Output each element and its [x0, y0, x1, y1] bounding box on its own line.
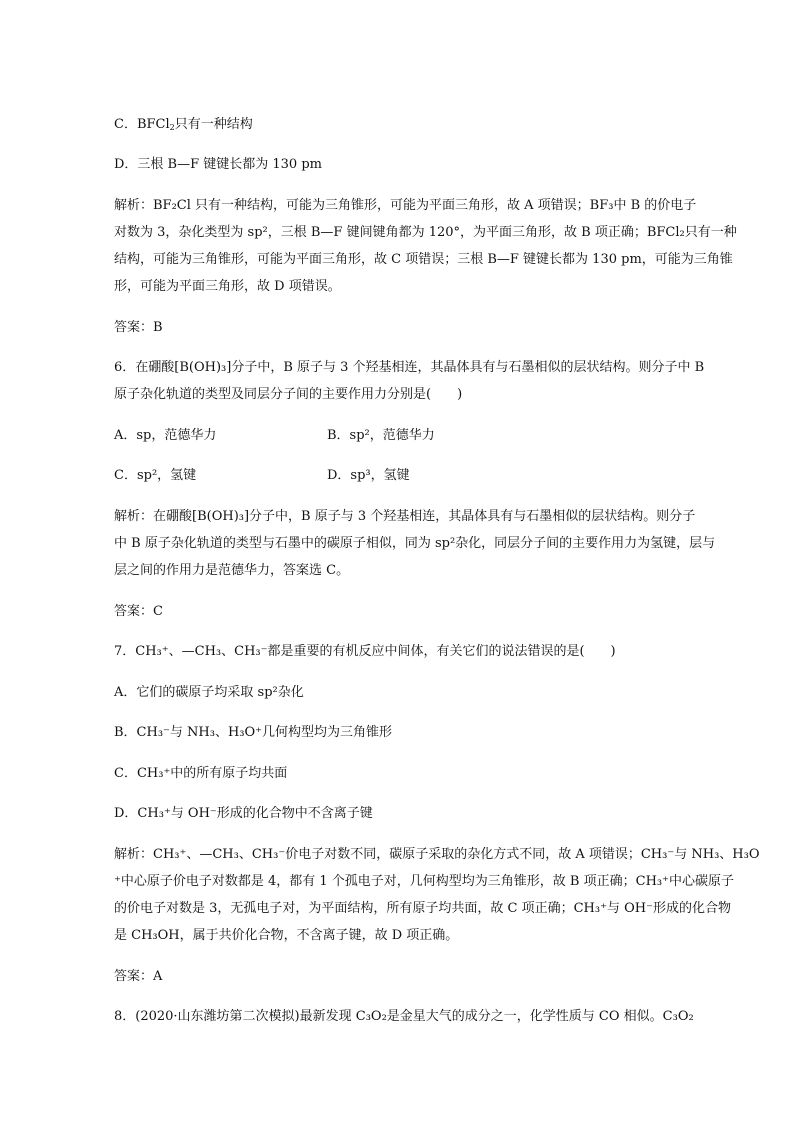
- q5-analysis-line-1: 解析：BF₂Cl 只有一种结构，可能为三角锥形，可能为平面三角形，故 A 项错误；BF₃中 B 的价电子: [114, 198, 697, 213]
- q5-option-c-sub: 2: [169, 123, 175, 132]
- q5-option-c-rest: 只有一种结构: [174, 117, 253, 132]
- q5-analysis-line-4: 形，可能为平面三角形，故 D 项错误。: [114, 279, 341, 294]
- q8-stem: 8．(2020·山东潍坊第二次模拟)最新发现 C₃O₂是金星大气的成分之一，化学性质与 CO 相似。C₃O₂: [114, 1009, 694, 1024]
- q6-answer: 答案：C: [114, 604, 163, 619]
- q7-option-a: A．它们的碳原子均采取 sp²杂化: [114, 685, 304, 700]
- q7-stem: 7．CH₃⁺、—CH₃、CH₃⁻都是重要的有机反应中间体，有关它们的说法错误的是( ): [114, 644, 616, 659]
- q7-analysis-line-2: ⁺中心原子价电子对数都是 4，都有 1 个孤电子对，几何构型均为三角锥形，故 B 项正确；CH₃⁺中心碳原子: [114, 874, 734, 889]
- q7-analysis-line-1: 解析：CH₃⁺、—CH₃、CH₃⁻价电子对数不同，碳原子采取的杂化方式不同，故 A 项错误；CH₃⁻与 NH₃、H₃O: [114, 847, 760, 862]
- q7-option-c: C．CH₃⁺中的所有原子均共面: [114, 766, 288, 781]
- q5-analysis-line-3: 结构，可能为三角锥形，可能为平面三角形，故 C 项错误；三根 B—F 键键长都为 130 pm，可能为三角锥: [114, 252, 733, 267]
- q6-stem-line-2: 原子杂化轨道的类型及同层分子间的主要作用力分别是( ): [114, 387, 463, 402]
- q5-option-d: D．三根 B—F 键键长都为 130 pm: [114, 157, 322, 172]
- q7-analysis-line-4: 是 CH₃OH，属于共价化合物，不含离子键，故 D 项正确。: [114, 928, 459, 943]
- q6-analysis-line-2: 中 B 原子杂化轨道的类型与石墨中的碳原子相似，同为 sp²杂化，同层分子间的主要作用力为氢键，层与: [114, 536, 716, 551]
- q6-option-b: B．sp²，范德华力: [327, 428, 435, 443]
- q7-analysis-line-3: 的价电子对数是 3，无孤电子对，为平面结构，所有原子均共面，故 C 项正确；CH₃⁺与 OH⁻形成的化合物: [114, 901, 731, 916]
- q6-option-d: D．sp³，氢键: [327, 468, 410, 483]
- q5-analysis-line-2: 对数为 3，杂化类型为 sp²，三根 B—F 键间键角都为 120°，为平面三角形，故 B 项正确；BFCl₂只有一种: [114, 225, 737, 240]
- q6-stem-line-1: 6．在硼酸[B(OH)₃]分子中，B 原子与 3 个羟基相连，其晶体具有与石墨相似的层状结构。则分子中 B: [114, 360, 705, 375]
- q7-option-d: D．CH₃⁺与 OH⁻形成的化合物中不含离子键: [114, 806, 373, 821]
- q6-option-c: C．sp²，氢键: [114, 468, 197, 483]
- q6-analysis-line-1: 解析：在硼酸[B(OH)₃]分子中，B 原子与 3 个羟基相连，其晶体具有与石墨相似的层状结构。则分子: [114, 509, 696, 524]
- q5-option-c-text: C．BFCl: [114, 117, 170, 132]
- q7-answer: 答案：A: [114, 969, 163, 984]
- q6-analysis-line-3: 层之间的作用力是范德华力，答案选 C。: [114, 563, 350, 578]
- q5-answer: 答案：B: [114, 320, 163, 335]
- q7-option-b: B．CH₃⁻与 NH₃、H₃O⁺几何构型均为三角锥形: [114, 725, 393, 740]
- q5-option-c: [114, 117, 253, 133]
- q6-option-a: A．sp，范德华力: [114, 428, 217, 443]
